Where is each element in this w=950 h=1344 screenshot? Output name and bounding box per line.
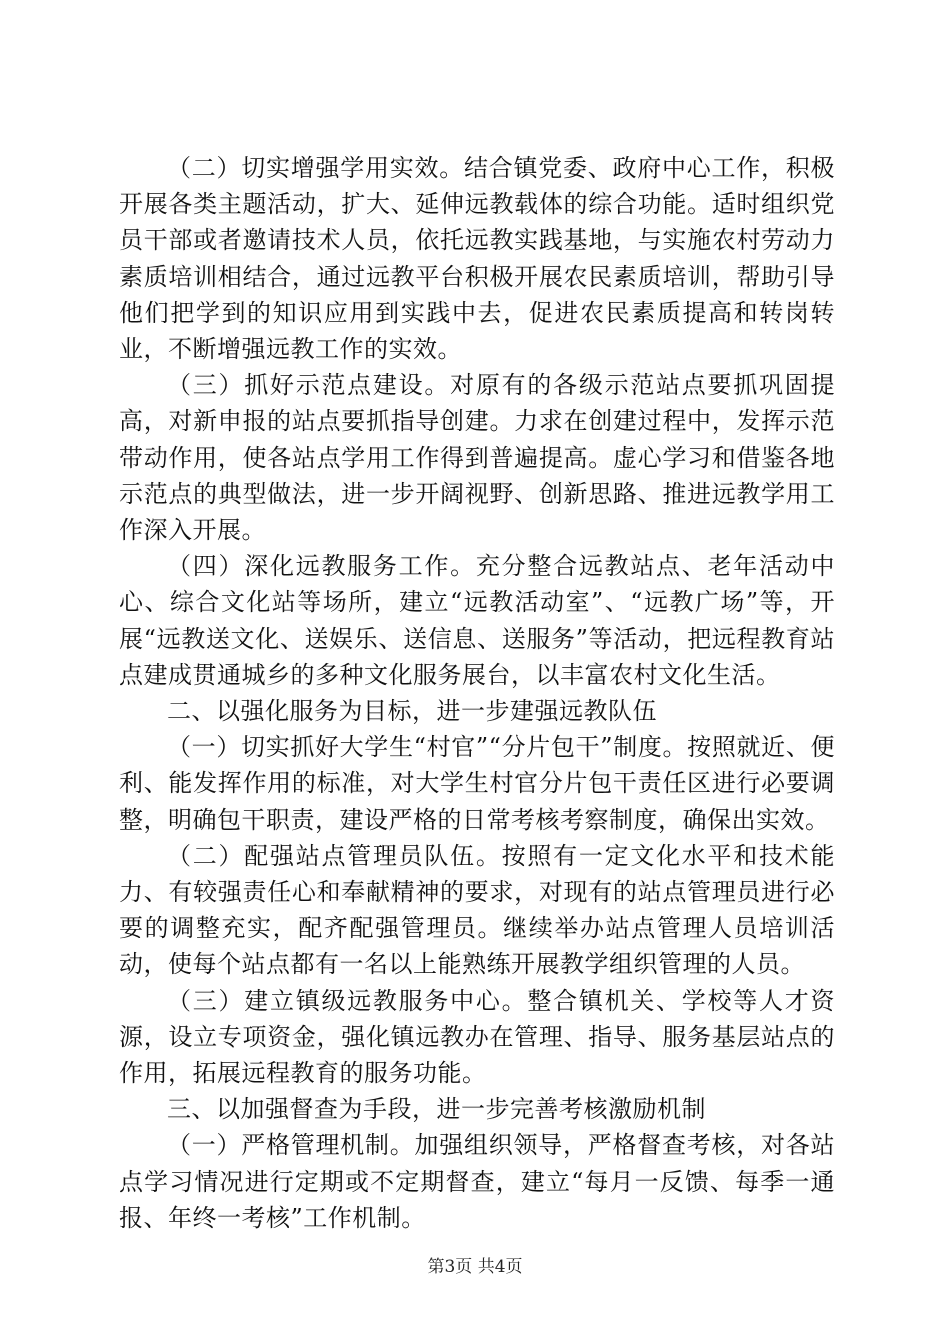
paragraph-section-2-item-3: （三）建立镇级远教服务中心。整合镇机关、学校等人才资源，设立专项资金，强化镇远教办在管理、指导、服务基层站点的作用，拓展远程教育的服务功能。 (119, 986, 835, 1088)
document-body (119, 150, 835, 1236)
paragraph-section-2-item-1: （一）切实抓好大学生“村官”“分片包干”制度。按照就近、便利、能发挥作用的标准，对大学生村官分片包干责任区进行必要调整，明确包干职责，建设严格的日常考核考察制度，确保出实效。 (119, 733, 835, 834)
paragraph-section-3-item-1: （一）严格管理机制。加强组织领导，严格督查考核，对各站点学习情况进行定期或不定期督查，建立“每月一反馈、每季一通报、年终一考核”工作机制。 (119, 1131, 835, 1232)
paragraph-section-1-item-2: （二）切实增强学用实效。结合镇党委、政府中心工作，积极开展各类主题活动，扩大、延伸远教载体的综合功能。适时组织党员干部或者邀请技术人员，依托远教实践基地，与实施农村劳动力素质培训相结合，通过远教平台积极开展农民素质培训，帮助引导他们把学到的知识应用到实践中去，促进农民素质提高和转岗转业，不断增强远教工作的实效。 (119, 154, 835, 364)
section-heading-3: 三、以加强督查为手段，进一步完善考核激励机制 (167, 1095, 706, 1124)
paragraph-section-1-item-3: （三）抓好示范点建设。对原有的各级示范站点要抓巩固提高，对新申报的站点要抓指导创建。力求在创建过程中，发挥示范带动作用，使各站点学用工作得到普遍提高。虚心学习和借鉴各地示范点的典型做法，进一步开阔视野、创新思路、推进远教学用工作深入开展。 (119, 371, 835, 545)
paragraph-section-2-item-2: （二）配强站点管理员队伍。按照有一定文化水平和技术能力、有较强责任心和奉献精神的要求，对现有的站点管理员进行必要的调整充实，配齐配强管理员。继续举办站点管理人员培训活动，使每个站点都有一名以上能熟练开展教学组织管理的人员。 (119, 841, 835, 979)
paragraph-section-1-item-4: （四）深化远教服务工作。充分整合远教站点、老年活动中心、综合文化站等场所，建立“远教活动室”、“远教广场”等，开展“远教送文化、送娱乐、送信息、送服务”等活动，把远程教育站点建成贯通城乡的多种文化服务展台，以丰富农村文化生活。 (119, 552, 835, 689)
section-heading-2: 二、以强化服务为目标，进一步建强远教队伍 (167, 697, 657, 726)
page-number-footer: 第3页 共4页 (427, 1257, 523, 1277)
